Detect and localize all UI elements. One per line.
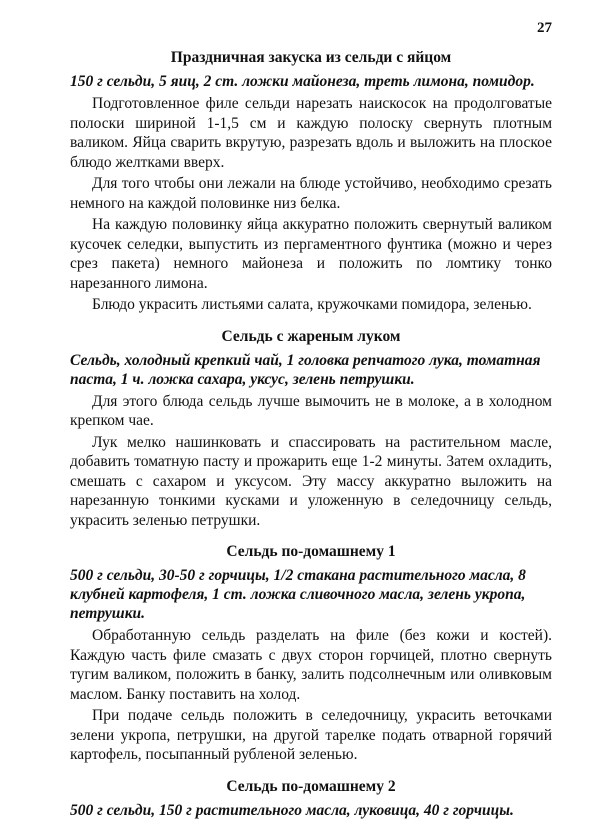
recipe-2 (70, 327, 552, 531)
recipe-title: Праздничная закуска из сельди с яйцом (170, 49, 452, 66)
recipe-paragraph: Блюдо украсить листьями салата, кружочками помидора, зеленью. (92, 296, 532, 313)
recipe-paragraph: Подготовленное филе сельди нарезать наискосок на продолговатые полоски шириной 1-1,5 см и каждую полоску свернуть плотным валиком. Яйца сварить вкрутую, разрезать вдоль и выложить на плоское блюдо желтками вверх. (70, 95, 552, 171)
recipe-1 (70, 48, 552, 315)
recipe-3 (70, 542, 552, 765)
recipe-paragraph: Для того чтобы они лежали на блюде устойчиво, необходимо срезать немного на каждой половинке низ белка. (70, 175, 552, 212)
page-number: 27 (537, 20, 552, 36)
recipe-paragraph: На каждую половинку яйца аккуратно положить свернутый валиком кусочек селедки, выпустить из пергаментного фунтика (можно и через срез пакета) немного майонеза и положить по ломтику тонко нарезанного лимона. (70, 216, 552, 292)
recipe-paragraph: При подаче сельдь положить в селедочницу, украсить веточками зелени укропа, петрушки, на другой тарелке подать отварной горячий картофель, посыпанный рубленой зеленью. (70, 707, 552, 763)
recipe-paragraph: Лук мелко нашинковать и спассировать на растительном масле, добавить томатную пасту и прожарить еще 1-2 минуты. Затем охладить, смешать с сахаром и уксусом. Эту массу аккуратно выложить на нарезанную тонкими кусками и уложенную в селедочницу сельдь, украсить зеленью петрушки. (70, 433, 552, 529)
recipe-ingredients: 150 г сельди, 5 яиц, 2 ст. ложки майонеза, треть лимона, помидор. (70, 73, 535, 90)
recipe-title: Сельдь по-домашнему 2 (226, 777, 396, 795)
recipe-4 (70, 777, 552, 820)
recipe-paragraph: Обработанную сельдь разделать на филе (без кожи и костей). Каждую часть филе смазать с двух сторон горчицей, плотно свернуть тугим валиком, положить в банку, залить подсолнечным или оливковым маслом. Банку поставить на холод. (70, 627, 552, 703)
recipe-title: Сельдь с жареным луком (221, 327, 401, 345)
recipe-ingredients: 500 г сельди, 30-50 г горчицы, 1/2 стакана растительного масла, 8 клубней картофеля, 1 ст. ложка сливочного масла, зелень укропа, петрушки. (70, 567, 526, 622)
recipe-ingredients: 500 г сельди, 150 г растительного масла, луковица, 40 г горчицы. (70, 801, 514, 819)
recipe-title: Сельдь по-домашнему 1 (226, 543, 396, 560)
recipe-paragraph: Для этого блюда сельдь лучше вымочить не в молоке, а в холодном крепком чае. (70, 392, 552, 429)
page-content (70, 48, 552, 832)
recipe-ingredients: Сельдь, холодный крепкий чай, 1 головка репчатого лука, томатная паста, 1 ч. ложка сахара, уксус, зелень петрушки. (70, 351, 541, 388)
